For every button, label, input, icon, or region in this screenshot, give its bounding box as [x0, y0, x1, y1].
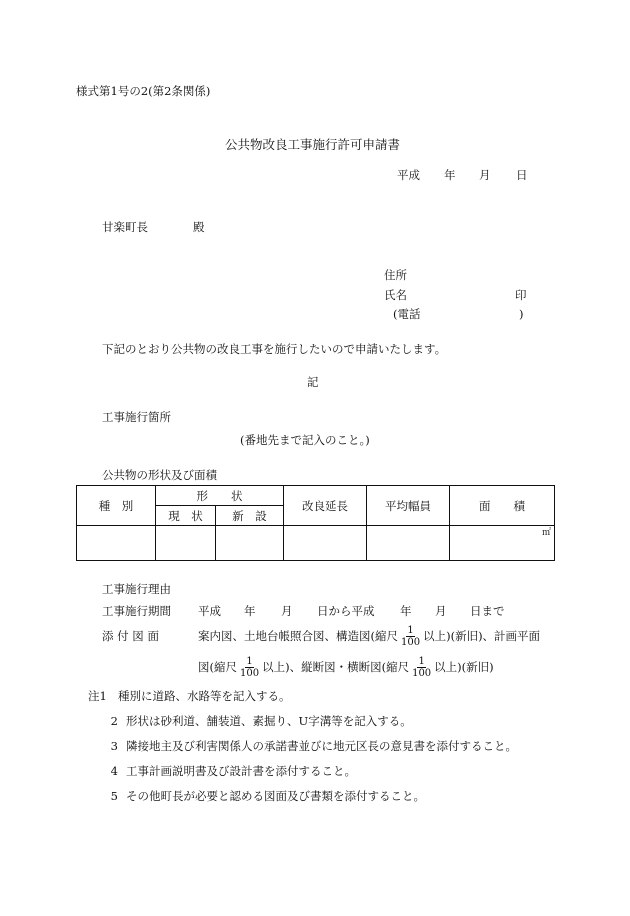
- attachments-line2-text-a: 図(縮尺: [198, 660, 237, 674]
- scale-fraction-1: $\frac{1}{100}$: [401, 624, 421, 648]
- name-label: 氏名: [384, 288, 407, 302]
- cell-current[interactable]: [156, 526, 216, 561]
- area-unit: ㎡: [541, 528, 551, 538]
- header-length: 改良延長: [284, 486, 367, 526]
- phone-label: (電話: [393, 307, 421, 321]
- date-year: 年: [444, 168, 456, 182]
- form-number: 様式第1号の2(第2条関係): [76, 84, 211, 98]
- addressee-honorific: 殿: [193, 220, 205, 234]
- attachments-line2-text-b: 以上)、縦断図・横断図(縮尺: [262, 660, 410, 674]
- note-text: 隣接地主及び利害関係人の承諾書並びに地元区長の意見書を添付すること。: [126, 739, 517, 753]
- header-new: 新 設: [216, 506, 284, 526]
- cell-length[interactable]: [284, 526, 367, 561]
- period-to-month: 月: [435, 604, 447, 618]
- note-item: [88, 764, 356, 778]
- cell-new[interactable]: [216, 526, 284, 561]
- table-caption: 公共物の形状及び面積: [102, 468, 217, 482]
- attachments-line1-text-a: 案内図、土地台帳照合図、構造図(縮尺: [198, 629, 398, 643]
- note-number: 注1: [88, 689, 107, 703]
- document-title: 公共物改良工事施行許可申請書: [225, 137, 401, 152]
- intro-text: 下記のとおり公共物の改良工事を施行したいので申請いたします。: [102, 342, 447, 356]
- note-item: [88, 789, 425, 803]
- ki-heading: 記: [307, 375, 319, 389]
- addressee-name: 甘楽町長: [102, 220, 148, 234]
- scale-fraction-3: $\frac{1}{100}$: [412, 655, 432, 679]
- header-current: 現 状: [156, 506, 216, 526]
- period-from-year: 年: [244, 604, 256, 618]
- attachments-line2-text-c: 以上)(新旧): [434, 660, 494, 674]
- attachments-line1: [198, 621, 540, 651]
- date-month: 月: [479, 168, 491, 182]
- note-text: 形状は砂利道、舗装道、素掘り、U字溝等を記入する。: [126, 714, 412, 728]
- attachments-label: 添 付 図 面: [102, 629, 159, 643]
- header-kind: 種 別: [77, 486, 156, 526]
- note-number: 4: [110, 764, 118, 778]
- note-number: 5: [110, 789, 118, 803]
- note-text: その他町長が必要と認める図面及び書類を添付すること。: [126, 789, 425, 803]
- shape-area-table: [76, 485, 555, 561]
- note-number: 3: [110, 739, 118, 753]
- seal-label: 印: [515, 288, 527, 302]
- period-to-year: 年: [400, 604, 412, 618]
- cell-kind[interactable]: [77, 526, 156, 561]
- address-label: 住所: [384, 268, 407, 282]
- period-to-day: 日まで: [470, 604, 505, 618]
- header-width: 平均幅員: [367, 486, 450, 526]
- date-era: 平成: [397, 168, 420, 182]
- period-from-day: 日から平成: [317, 604, 375, 618]
- note-item: [88, 689, 291, 703]
- scale-fraction-2: $\frac{1}{100}$: [240, 655, 260, 679]
- cell-area[interactable]: [450, 526, 555, 561]
- header-area: 面 積: [450, 486, 555, 526]
- period-from-month: 月: [281, 604, 293, 618]
- note-item: [88, 714, 412, 728]
- date-day: 日: [516, 168, 528, 182]
- reason-label: 工事施行理由: [102, 582, 171, 596]
- note-text: 工事計画説明書及び設計書を添付すること。: [126, 764, 356, 778]
- site-note: (番地先まで記入のこと。): [240, 433, 370, 447]
- cell-width[interactable]: [367, 526, 450, 561]
- note-number: 2: [110, 714, 118, 728]
- attachments-line2: [198, 652, 494, 682]
- period-label: 工事施行期間: [102, 604, 171, 618]
- attachments-line1-text-b: 以上)(新旧)、計画平面: [423, 629, 541, 643]
- phone-close: ): [519, 307, 524, 321]
- header-shape: 形 状: [156, 486, 284, 506]
- site-label: 工事施行箇所: [102, 410, 171, 424]
- period-from-era: 平成: [198, 604, 221, 618]
- note-item: [88, 739, 517, 753]
- note-text: 種別に道路、水路等を記入する。: [118, 689, 291, 703]
- table-row: [77, 526, 555, 561]
